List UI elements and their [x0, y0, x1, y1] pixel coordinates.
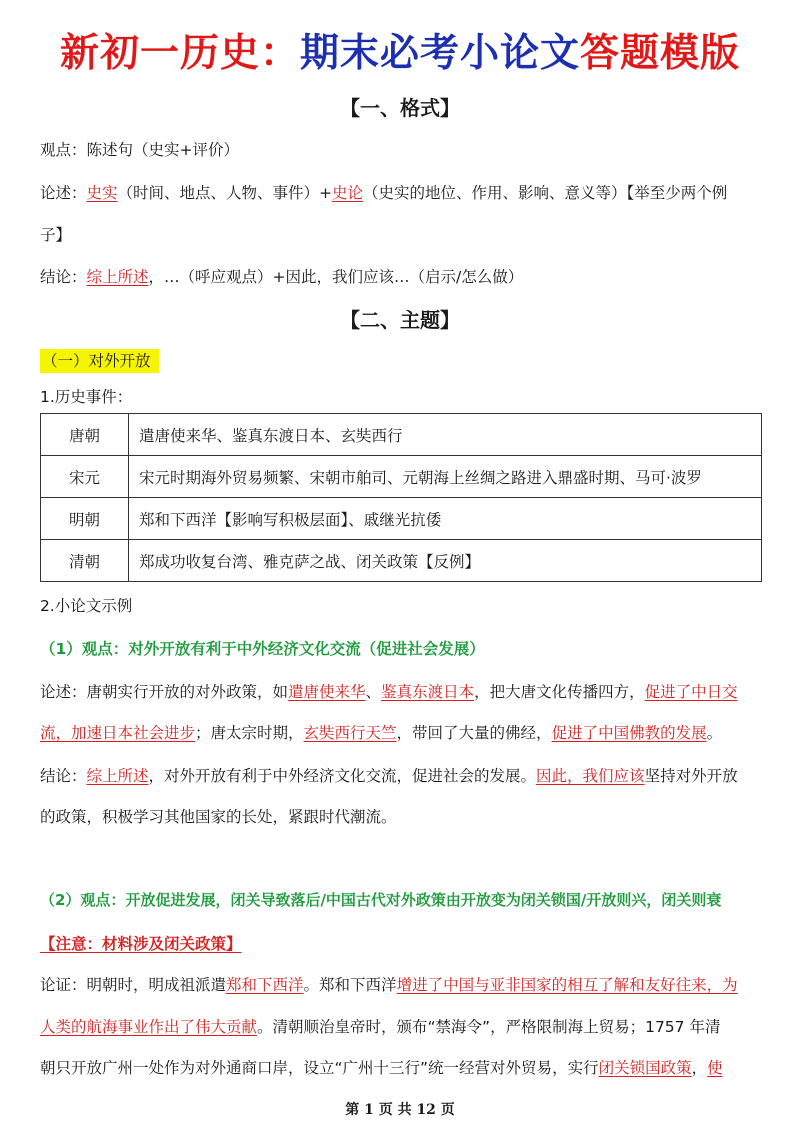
- subtopic-opening: [40, 349, 159, 371]
- key-phrase: 促进了中国佛教的发展: [551, 724, 707, 742]
- text: 。清朝顺治皇帝时，颁布“禁海令”，严格限制海上贸易；1757 年清: [257, 1018, 721, 1036]
- key-phrase: 因此，我们应该: [536, 767, 645, 785]
- argument-fact: 史实: [86, 184, 118, 202]
- example2-note: 【注意：材料涉及闭关政策】: [40, 935, 242, 953]
- dynasty-cell: 唐朝: [41, 414, 129, 456]
- title-part-1: 新初一历史：: [59, 30, 300, 76]
- conclusion-key: 综上所述: [86, 268, 149, 286]
- events-label: 1.历史事件：: [40, 388, 133, 406]
- argument-label: 论述：: [40, 184, 87, 202]
- example1-argument-line1: [40, 680, 738, 702]
- example2-argument-line2: [40, 1015, 720, 1037]
- table-row: [41, 498, 762, 540]
- key-phrase: 郑和下西洋: [226, 976, 304, 994]
- text: 、: [365, 683, 382, 701]
- key-phrase: 促进了中日交: [644, 683, 738, 701]
- argument-theory-desc: （史实的地位、作用、影响、意义等）【举至少两个例: [363, 184, 728, 202]
- text: ，对外开放有利于中外经济文化交流，促进社会的发展。: [148, 767, 537, 785]
- example2-viewpoint: （2）观点：开放促进发展，闭关导致落后/中国古代对外政策由开放变为闭关锁国/开放则兴，闭关则衰: [40, 891, 722, 909]
- argument-label: 论述：: [40, 683, 87, 701]
- argument-fact-desc: （时间、地点、人物、事件）+: [117, 184, 333, 202]
- text: 。郑和下西洋: [303, 976, 397, 994]
- dynasty-cell: 明朝: [41, 498, 129, 540]
- title-part-3: 答题模版: [580, 30, 741, 76]
- events-cell: 郑成功收复台湾、雅克萨之战、闭关政策【反例】: [129, 540, 762, 582]
- text: ；唐太宗时期，: [195, 724, 304, 742]
- argument-theory: 史论: [332, 184, 364, 202]
- table-row: [41, 456, 762, 498]
- events-cell: 宋元时期海外贸易频繁、宋朝市舶司、元朝海上丝绸之路进入鼎盛时期、马可·波罗: [129, 456, 762, 498]
- essay-label: 2.小论文示例: [40, 597, 133, 615]
- text: 。: [706, 724, 723, 742]
- format-argument-cont: 子】: [40, 226, 72, 244]
- text: 坚持对外开放: [644, 767, 738, 785]
- example1-conclusion-line2: 的政策，积极学习其他国家的长处，紧跟时代潮流。: [40, 808, 397, 826]
- example1-viewpoint: （1）观点：对外开放有利于中外经济文化交流（促进社会发展）: [40, 640, 485, 658]
- key-phrase: 使: [707, 1059, 723, 1077]
- events-table: [40, 413, 762, 582]
- subtopic-label: （一）对外开放: [40, 349, 159, 373]
- conclusion-text: ，…（呼应观点）+因此，我们应该…（启示/怎么做）: [148, 268, 524, 286]
- table-row: [41, 414, 762, 456]
- text: 唐朝实行开放的对外政策，如: [86, 683, 289, 701]
- key-phrase: 增进了中国与亚非国家的相互了解和友好往来，为: [396, 976, 738, 994]
- key-phrase: 玄奘西行天竺: [303, 724, 397, 742]
- key-phrase: 流，加速日本社会进步: [40, 724, 196, 742]
- argument-label: 论证：: [40, 976, 87, 994]
- format-argument: [40, 181, 727, 203]
- example1-argument-line2: [40, 721, 722, 743]
- text: 朝只开放广州一处作为对外通商口岸，设立“广州十三行”统一经营对外贸易，实行: [40, 1059, 599, 1077]
- key-phrase: 遣唐使来华: [288, 683, 366, 701]
- text: ，: [691, 1059, 708, 1077]
- dynasty-cell: 宋元: [41, 456, 129, 498]
- text: ，把大唐文化传播四方，: [474, 683, 645, 701]
- title-part-2: 期末必考小论文: [299, 30, 580, 76]
- text: 明朝时，明成祖派遣: [86, 976, 227, 994]
- key-phrase: 人类的航海事业作出了伟大贡献: [40, 1018, 258, 1036]
- page-footer: 第 1 页 共 12 页: [345, 1102, 455, 1118]
- example1-conclusion-line1: [40, 764, 738, 786]
- viewpoint-label: 观点：: [40, 141, 87, 159]
- conclusion-label: 结论：: [40, 767, 87, 785]
- conclusion-label: 结论：: [40, 268, 87, 286]
- example2-argument-line3: [40, 1056, 723, 1078]
- events-cell: 遣唐使来华、鉴真东渡日本、玄奘西行: [129, 414, 762, 456]
- table-row: [41, 540, 762, 582]
- dynasty-cell: 清朝: [41, 540, 129, 582]
- viewpoint-text: 陈述句（史实+评价）: [86, 141, 240, 159]
- section-format-heading: 【一、格式】: [340, 96, 460, 120]
- key-phrase: 闭关锁国政策: [598, 1059, 692, 1077]
- format-conclusion: [40, 265, 523, 287]
- key-phrase: 综上所述: [86, 767, 149, 785]
- events-cell: 郑和下西洋【影响写积极层面】、戚继光抗倭: [129, 498, 762, 540]
- key-phrase: 鉴真东渡日本: [381, 683, 475, 701]
- page-title: [0, 22, 800, 78]
- example2-argument-line1: [40, 973, 738, 995]
- section-theme-heading: 【二、主题】: [340, 308, 460, 332]
- format-viewpoint: [40, 138, 239, 160]
- text: ，带回了大量的佛经，: [396, 724, 552, 742]
